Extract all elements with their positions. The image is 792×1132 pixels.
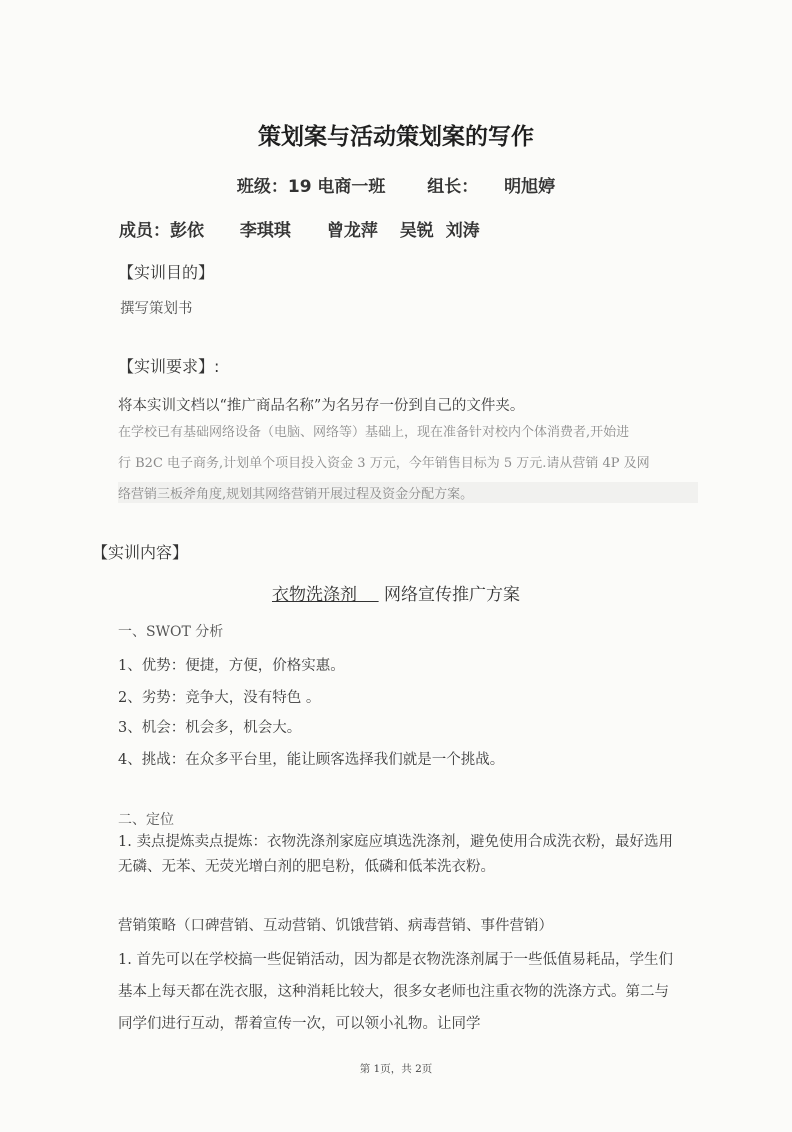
document-title: 策划案与活动策划案的写作 [258, 124, 534, 150]
positioning-heading: 二、定位 [118, 812, 174, 828]
requirements-faint-line: 在学校已有基础网络设备（电脑、网络等）基础上，现在准备针对校内个体消费者,开始进 [118, 425, 630, 440]
class-info-line [0, 172, 792, 197]
requirements-heading: 【实训要求】: [118, 357, 220, 376]
swot-item: 2、劣势：竞争大，没有特色 。 [118, 690, 321, 706]
plan-title-rest: 网络宣传推广方案 [384, 585, 521, 605]
swot-item: 1、优势：便捷，方便，价格实惠。 [118, 658, 345, 674]
requirements-faint-line: 络营销三板斧角度,规划其网络营销开展过程及资金分配方案。 [118, 482, 698, 503]
leader-name: 明旭婷 [504, 177, 556, 197]
member-name: 李琪琪 [239, 221, 291, 241]
page-footer: 第 1页，共 2页 [359, 1063, 433, 1075]
strategy-heading: 营销策略（口碑营销、互动营销、饥饿营销、病毒营销、事件营销） [118, 918, 553, 934]
plan-title [0, 580, 792, 605]
member-name: 刘涛 [445, 221, 480, 241]
leader-label: 组长： [427, 177, 479, 197]
purpose-text: 撰写策划书 [120, 301, 193, 317]
swot-item: 3、机会：机会多，机会大。 [118, 720, 302, 736]
positioning-text: 1. 卖点提炼卖点提炼：衣物洗涤剂家庭应填选洗涤剂，避免使用合成洗衣粉，最好选用无磷、无苯、无荧光增白剂的肥皂粉，低磷和低苯洗衣粉。 [118, 834, 673, 875]
content-heading: 【实训内容】 [92, 543, 189, 562]
members-label: 成员：彭依 [119, 221, 204, 241]
plan-title-product: 衣物洗涤剂 [271, 585, 357, 605]
requirements-faint-line: 行 B2C 电子商务,计划单个项目投入资金 3 万元，今年销售目标为 5 万元.请从营销 4P 及网 [118, 456, 650, 471]
member-name: 曾龙萍 [326, 221, 378, 241]
members-line [119, 216, 488, 241]
strategy-text: 1. 首先可以在学校搞一些促销活动，因为都是衣物洗涤剂属于一些低值易耗品，学生们基本上每天都在洗衣服，这种消耗比较大，很多女老师也注重衣物的洗涤方式。第二与同学们进行互动，帮着宣传一次，可以领小礼物。让同学 [118, 952, 673, 1032]
swot-heading: 一、SWOT 分析 [118, 624, 224, 640]
swot-item: 4、挑战：在众多平台里，能让顾客选择我们就是一个挑战。 [118, 752, 505, 768]
requirements-line1: 将本实训文档以“推广商品名称”为名另存一份到自己的文件夹。 [118, 398, 525, 414]
class-label: 班级：19 电商一班 [236, 177, 386, 197]
requirements-faint-block [118, 420, 698, 513]
purpose-heading: 【实训目的】 [118, 263, 215, 282]
member-name: 吴锐 [399, 221, 434, 241]
